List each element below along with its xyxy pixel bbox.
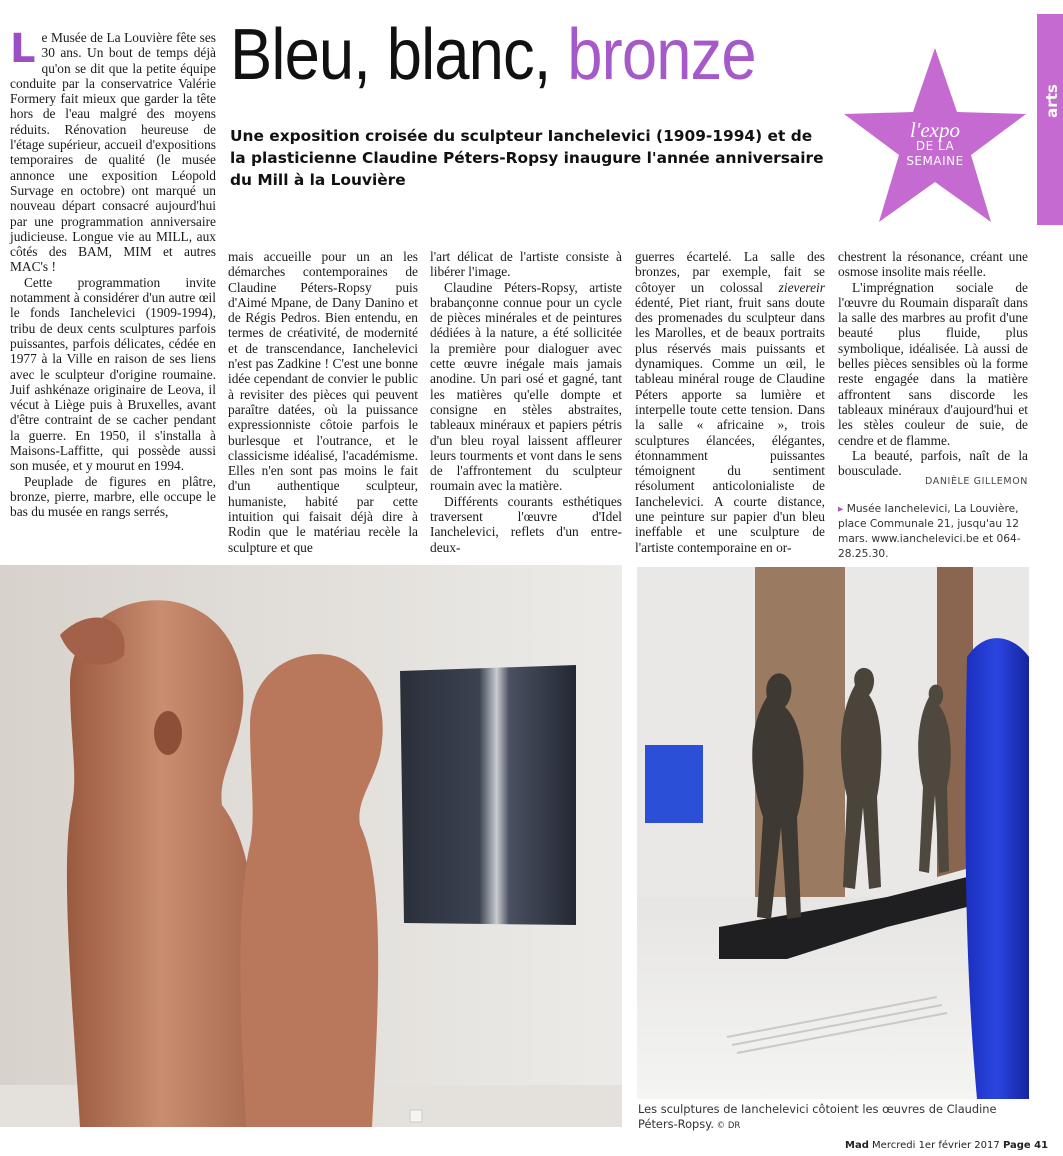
column-3-paragraph-2: Claudine Péters-Ropsy, artiste brabançonne connue pour un cycle de pièces minérales et de peintures dédiées à la nature, a été sollicitée la première pour dialoguer avec cette œuvre inégale mais jamais anodine. Un pari osé et gagné, tant les matières qu'elle dompte et consigne en stèles abstraites, tableaux minéraux et papiers pétris d'un bleu royal laissent affleurer leurs tourments et vont dans le sens de l'affrontement du sculpteur roumain avec la matière. — [430, 279, 622, 494]
caption-credit: © DR — [713, 1121, 741, 1131]
footer-date: Mercredi 1er février 2017 — [872, 1140, 1000, 1151]
column-3-paragraph-3: Différents courants esthétiques traversent l'œuvre d'Idel Ianchelevici, reflets d'un entre-deux- — [430, 493, 622, 555]
footer-publication: Mad — [845, 1140, 869, 1151]
column-4-italic: zievereir — [778, 279, 825, 295]
article-title — [230, 14, 756, 96]
star-badge-line2: DE LA — [915, 139, 955, 153]
page-footer — [845, 1140, 1048, 1151]
title-plain: Bleu, blanc, — [230, 15, 568, 95]
column-3-paragraph-1: l'art délicat de l'artiste consiste à libérer l'image. — [430, 249, 622, 280]
title-accent: bronze — [567, 15, 756, 95]
star-badge-lines — [840, 139, 1030, 169]
star-badge-line3: SEMAINE — [906, 154, 964, 168]
column-2-text: mais accueille pour un an les démarches contemporaines de Claudine Péters-Ropsy puis d'Aimé Mpane, de Dany Danino et de Régis Pedros. Bien entendu, en termes de créativité, de modernité et de transcendance, Ianchelevici n'est pas Zadkine ! C'est une bonne idée cependant de convier le public à revisiter des pièces qui peuvent paraître datées, où la puissance expressionniste côtoie parfois le burlesque et l'outrance, et le classicisme idéalisé, l'académisme. Elles n'en sont pas moins le fait d'un authentique sculpteur, humaniste, habité par cette intuition qui faisait déjà dire à Rodin que le matériau recèle la sculpture et que — [228, 249, 418, 555]
caption-text: Les sculptures de Ianchelevici côtoient les œuvres de Claudine Péters-Ropsy. — [638, 1102, 997, 1131]
dropcap: L — [10, 26, 36, 72]
column-5-paragraph-1: chestrent la résonance, créant une osmose insolite mais réelle. — [838, 249, 1028, 280]
info-arrow-icon: ▸ — [838, 503, 844, 515]
star-badge-line1: l'expo — [910, 118, 960, 142]
column-1 — [10, 26, 216, 520]
photo-terracotta-sculpture — [0, 565, 622, 1127]
section-tab-label: arts — [1042, 84, 1061, 118]
intro-paragraph-1: e Musée de La Louvière fête ses 30 ans. Un bout de temps déjà qu'on se dit que la petite équipe conduite par la conservatrice Valérie Formery fait mieux que garder la tête hors de l'eau malgré des moyens réduits. Rénovation heureuse de l'étage supérieur, accueil d'expositions temporaires de qualité (le musée annonce une exposition Léopold Survage en octobre) ont marqué un nouveau départ consacré aujourd'hui par une programmation anniversaire judicieuse. Longue vie au MILL, aux côtés des BAM, MIM et autres MAC's ! — [10, 30, 216, 275]
column-2 — [228, 249, 418, 555]
column-4-part-a: guerres écartelé. La salle des bronzes, par exemple, fait se côtoyer un colossal — [635, 249, 825, 295]
column-3 — [430, 249, 622, 555]
footer-page: Page 41 — [1002, 1140, 1049, 1151]
column-5 — [838, 249, 1028, 478]
column-4 — [635, 249, 825, 555]
photo-caption — [638, 1102, 1018, 1134]
practical-info — [838, 502, 1030, 562]
column-4-text — [635, 249, 825, 555]
column-4-part-b: édenté, Piet riant, fruit sans doute des promenades du sculpteur dans les Marolles, et de beaux portraits plus réservés mais puissants et dynamiques. Comme un œil, le tableau minéral rouge de Claudine Péters apporte sa lumière et interpelle toute cette tension. Dans la salle « africaine », trois sculptures élancées, élégantes, étonnamment puissantes témoignent du sentiment résolument anticolonialiste de Ianchelevici. A courte distance, une peinture sur papier d'un bleu ineffable et une sculpture de l'artiste contemporaine en or- — [635, 294, 825, 555]
practical-info-text: Musée Ianchelevici, La Louvière, place Communale 21, jusqu'au 12 mars. www.ianchelevici.be et 064-28.25.30. — [838, 503, 1021, 560]
article-subtitle: Une exposition croisée du sculpteur Ianchelevici (1909-1994) et de la plasticienne Claudine Péters-Ropsy inaugure l'année anniversaire du Mill à la Louvière — [230, 127, 824, 189]
author-signature: DANIÈLE GILLEMON — [924, 476, 1028, 487]
section-tab — [1037, 14, 1063, 225]
column-5-paragraph-2: L'imprégnation sociale de l'œuvre du Roumain disparaît dans la salle des marbres au profit d'une beauté plus fluide, plus symbolique, idéalisée. Là aussi de belles pièces sensibles où la forme reste engagée dans la matière affrontent sans discorde les tableaux minéraux d'aujourd'hui et les stèles couleur de suie, de cendre et de flamme. — [838, 279, 1028, 448]
column-5-paragraph-3: La beauté, parfois, naît de la bousculade. — [838, 447, 1028, 479]
intro-paragraph-3: Peuplade de figures en plâtre, bronze, pierre, marbre, elle occupe le bas du musée en rangs serrés, — [10, 473, 216, 520]
intro-paragraph-2: Cette programmation invite notamment à considérer d'un autre œil le fonds Ianchelevici (1909-1994), tribu de deux cents sculptures parfois puissantes, parfois délicates, cédée en 1977 à la Ville en raison de ses liens avec le sculpteur d'origine roumaine. Juif ashkénaze originaire de Leova, il vécut à Liège puis à Bruxelles, avant d'être contraint de se cacher pendant la guerre. En 1950, il s'installa à Maisons-Laffitte, qui possède aussi son musée, et y mourut en 1994. — [10, 274, 216, 474]
photo-bronze-sculptures — [637, 567, 1029, 1099]
